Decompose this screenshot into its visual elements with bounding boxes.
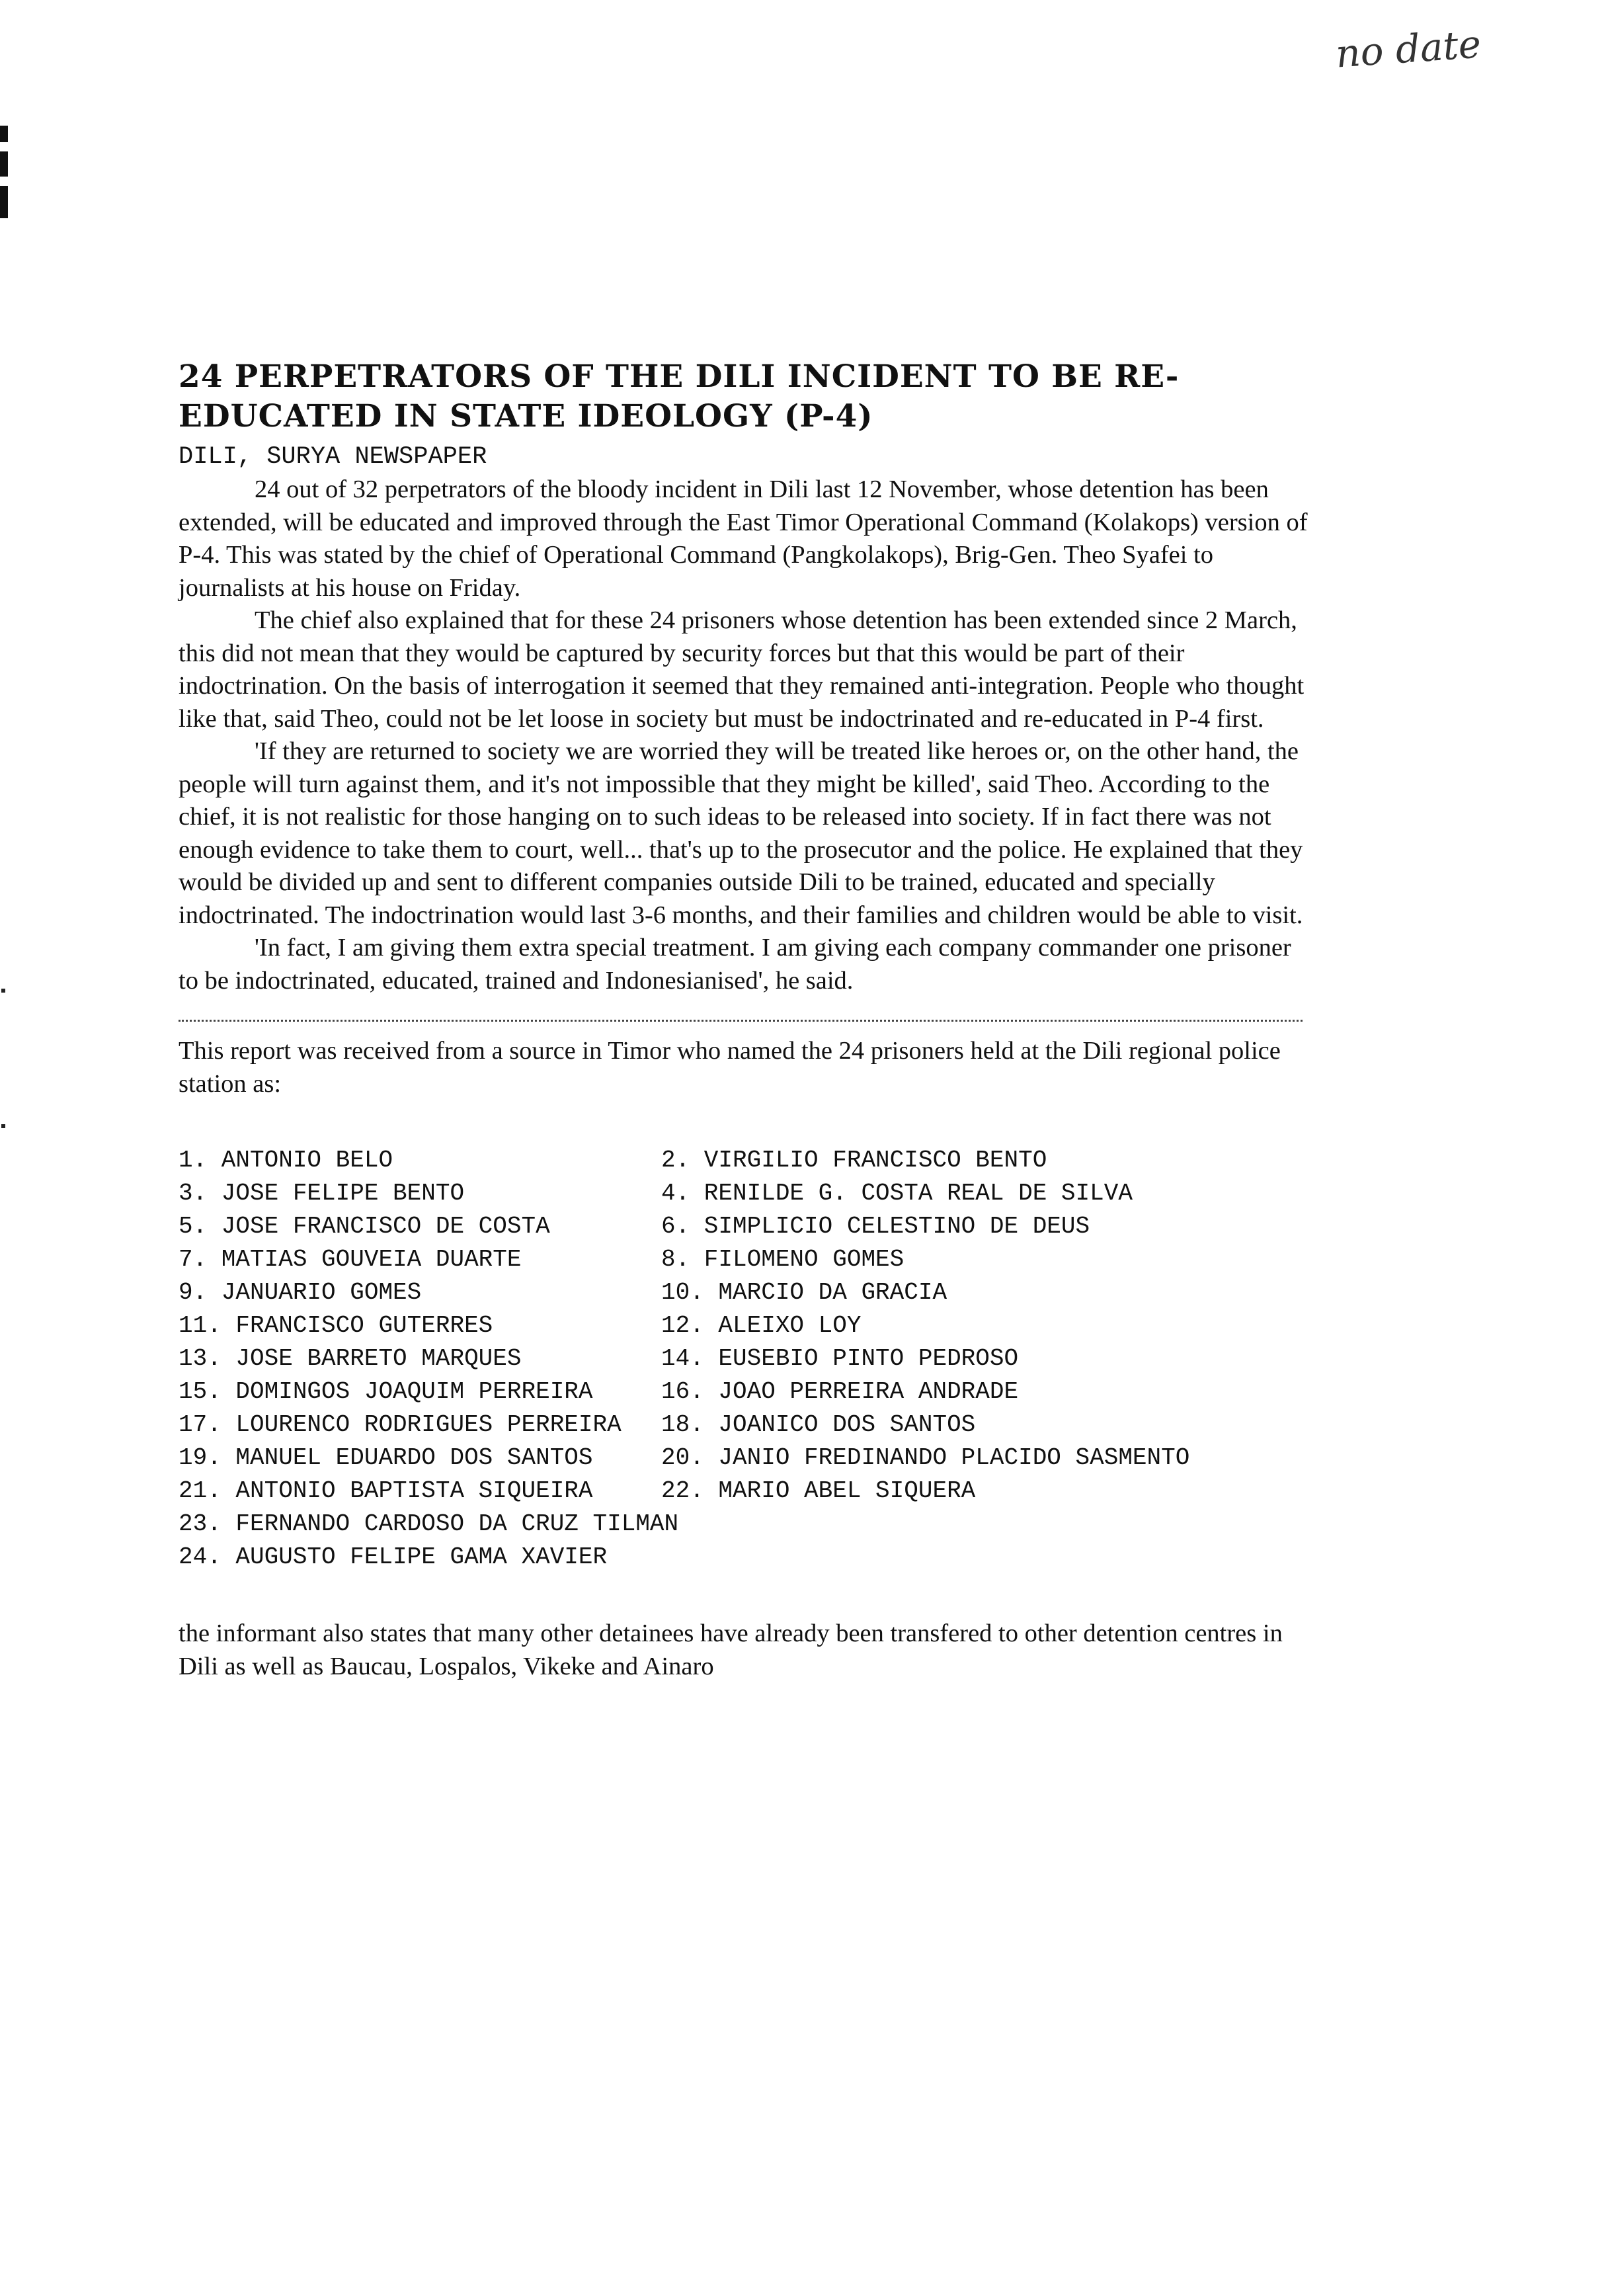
prisoner-item: 14. EUSEBIO PINTO PEDROSO — [661, 1345, 1019, 1372]
edge-dot — [1, 1124, 5, 1128]
prisoner-item: 13. JOSE BARRETO MARQUES — [179, 1345, 522, 1372]
prisoner-item: 23. FERNANDO CARDOSO DA CRUZ TILMAN — [179, 1510, 679, 1538]
article-paragraph: 'If they are returned to society we are worried they will be treated like heroes or, on the other hand, the people will turn against them, and it's not impossible that they might be killed', said Theo. According to the chief, it is not realistic for those hanging on to such ideas to be released into society. If in fact there was not enough evidence to take them to court, well... that's up to the prosecutor and the police. He explained that they would be divided up and sent to different companies outside Dili to be trained, educated and specially indoctrinated. The indoctrination would last 3-6 months, and their families and children would be able to visit. — [179, 737, 1303, 929]
article-content — [179, 357, 1316, 1683]
report-note: This report was received from a source in Timor who named the 24 prisoners held at the Dili regional police station as: — [179, 1037, 1281, 1098]
prisoner-item: 20. JANIO FREDINANDO PLACIDO SASMENTO — [661, 1444, 1190, 1471]
edge-dot — [1, 989, 5, 993]
prisoner-item: 21. ANTONIO BAPTISTA SIQUEIRA — [179, 1477, 593, 1504]
prisoner-list — [179, 1144, 1316, 1574]
prisoner-item: 4. RENILDE G. COSTA REAL DE SILVA — [661, 1180, 1133, 1207]
prisoner-item: 3. JOSE FELIPE BENTO — [179, 1180, 465, 1207]
article-source: DILI, SURYA NEWSPAPER — [179, 443, 487, 471]
prisoner-item: 16. JOAO PERREIRA ANDRADE — [661, 1378, 1019, 1405]
prisoner-item: 7. MATIAS GOUVEIA DUARTE — [179, 1246, 522, 1273]
prisoner-item: 24. AUGUSTO FELIPE GAMA XAVIER — [179, 1543, 608, 1571]
prisoner-item: 15. DOMINGOS JOAQUIM PERREIRA — [179, 1378, 593, 1405]
dotted-divider — [179, 1020, 1303, 1022]
prisoner-item: 11. FRANCISCO GUTERRES — [179, 1312, 493, 1339]
prisoner-item: 9. JANUARIO GOMES — [179, 1279, 422, 1306]
prisoner-item: 1. ANTONIO BELO — [179, 1147, 393, 1174]
prisoner-item: 2. VIRGILIO FRANCISCO BENTO — [661, 1147, 1047, 1174]
prisoner-item: 18. JOANICO DOS SANTOS — [661, 1411, 976, 1438]
article-paragraph: 'In fact, I am giving them extra special treatment. I am giving each company commander one prisoner to be indoctrinated, educated, trained and Indonesianised', he said. — [179, 934, 1291, 995]
prisoner-item: 5. JOSE FRANCISCO DE COSTA — [179, 1213, 550, 1240]
article-paragraph: 24 out of 32 perpetrators of the bloody incident in Dili last 12 November, whose detention has been extended, will be educated and improved through the East Timor Operational Command (Kolakops) version of P-4. This was stated by the chief of Operational Command (Pangkolakops), Brig-Gen. Theo Syafei to journalists at his house on Friday. — [179, 475, 1308, 602]
prisoner-item: 8. FILOMENO GOMES — [661, 1246, 904, 1273]
prisoner-item: 12. ALEIXO LOY — [661, 1312, 862, 1339]
article-paragraph: The chief also explained that for these 24 prisoners whose detention has been extended since 2 March, this did not mean that they would be captured by security forces but that this would be part of their indoctrination. On the basis of interrogation it seemed that they remained anti-integration. People who thought like that, said Theo, could not be let loose in society but must be indoctrinated and re-educated in P-4 first. — [179, 606, 1305, 733]
closing-note: the informant also states that many other detainees have already been transfered to other detention centres in Dili as well as Baucau, Lospalos, Vikeke and Ainaro — [179, 1620, 1283, 1680]
prisoner-item: 6. SIMPLICIO CELESTINO DE DEUS — [661, 1213, 1090, 1240]
prisoner-item: 19. MANUEL EDUARDO DOS SANTOS — [179, 1444, 593, 1471]
article-headline: 24 PERPETRATORS OF THE DILI INCIDENT TO BE RE-EDUCATED IN STATE IDEOLOGY (P-4) — [179, 358, 1180, 434]
prisoner-item: 17. LOURENCO RODRIGUES PERREIRA — [179, 1411, 622, 1438]
prisoner-item: 10. MARCIO DA GRACIA — [661, 1279, 947, 1306]
handwritten-note: no date — [1334, 21, 1483, 77]
binding-mark — [0, 126, 8, 218]
prisoner-item: 22. MARIO ABEL SIQUERA — [661, 1477, 976, 1504]
